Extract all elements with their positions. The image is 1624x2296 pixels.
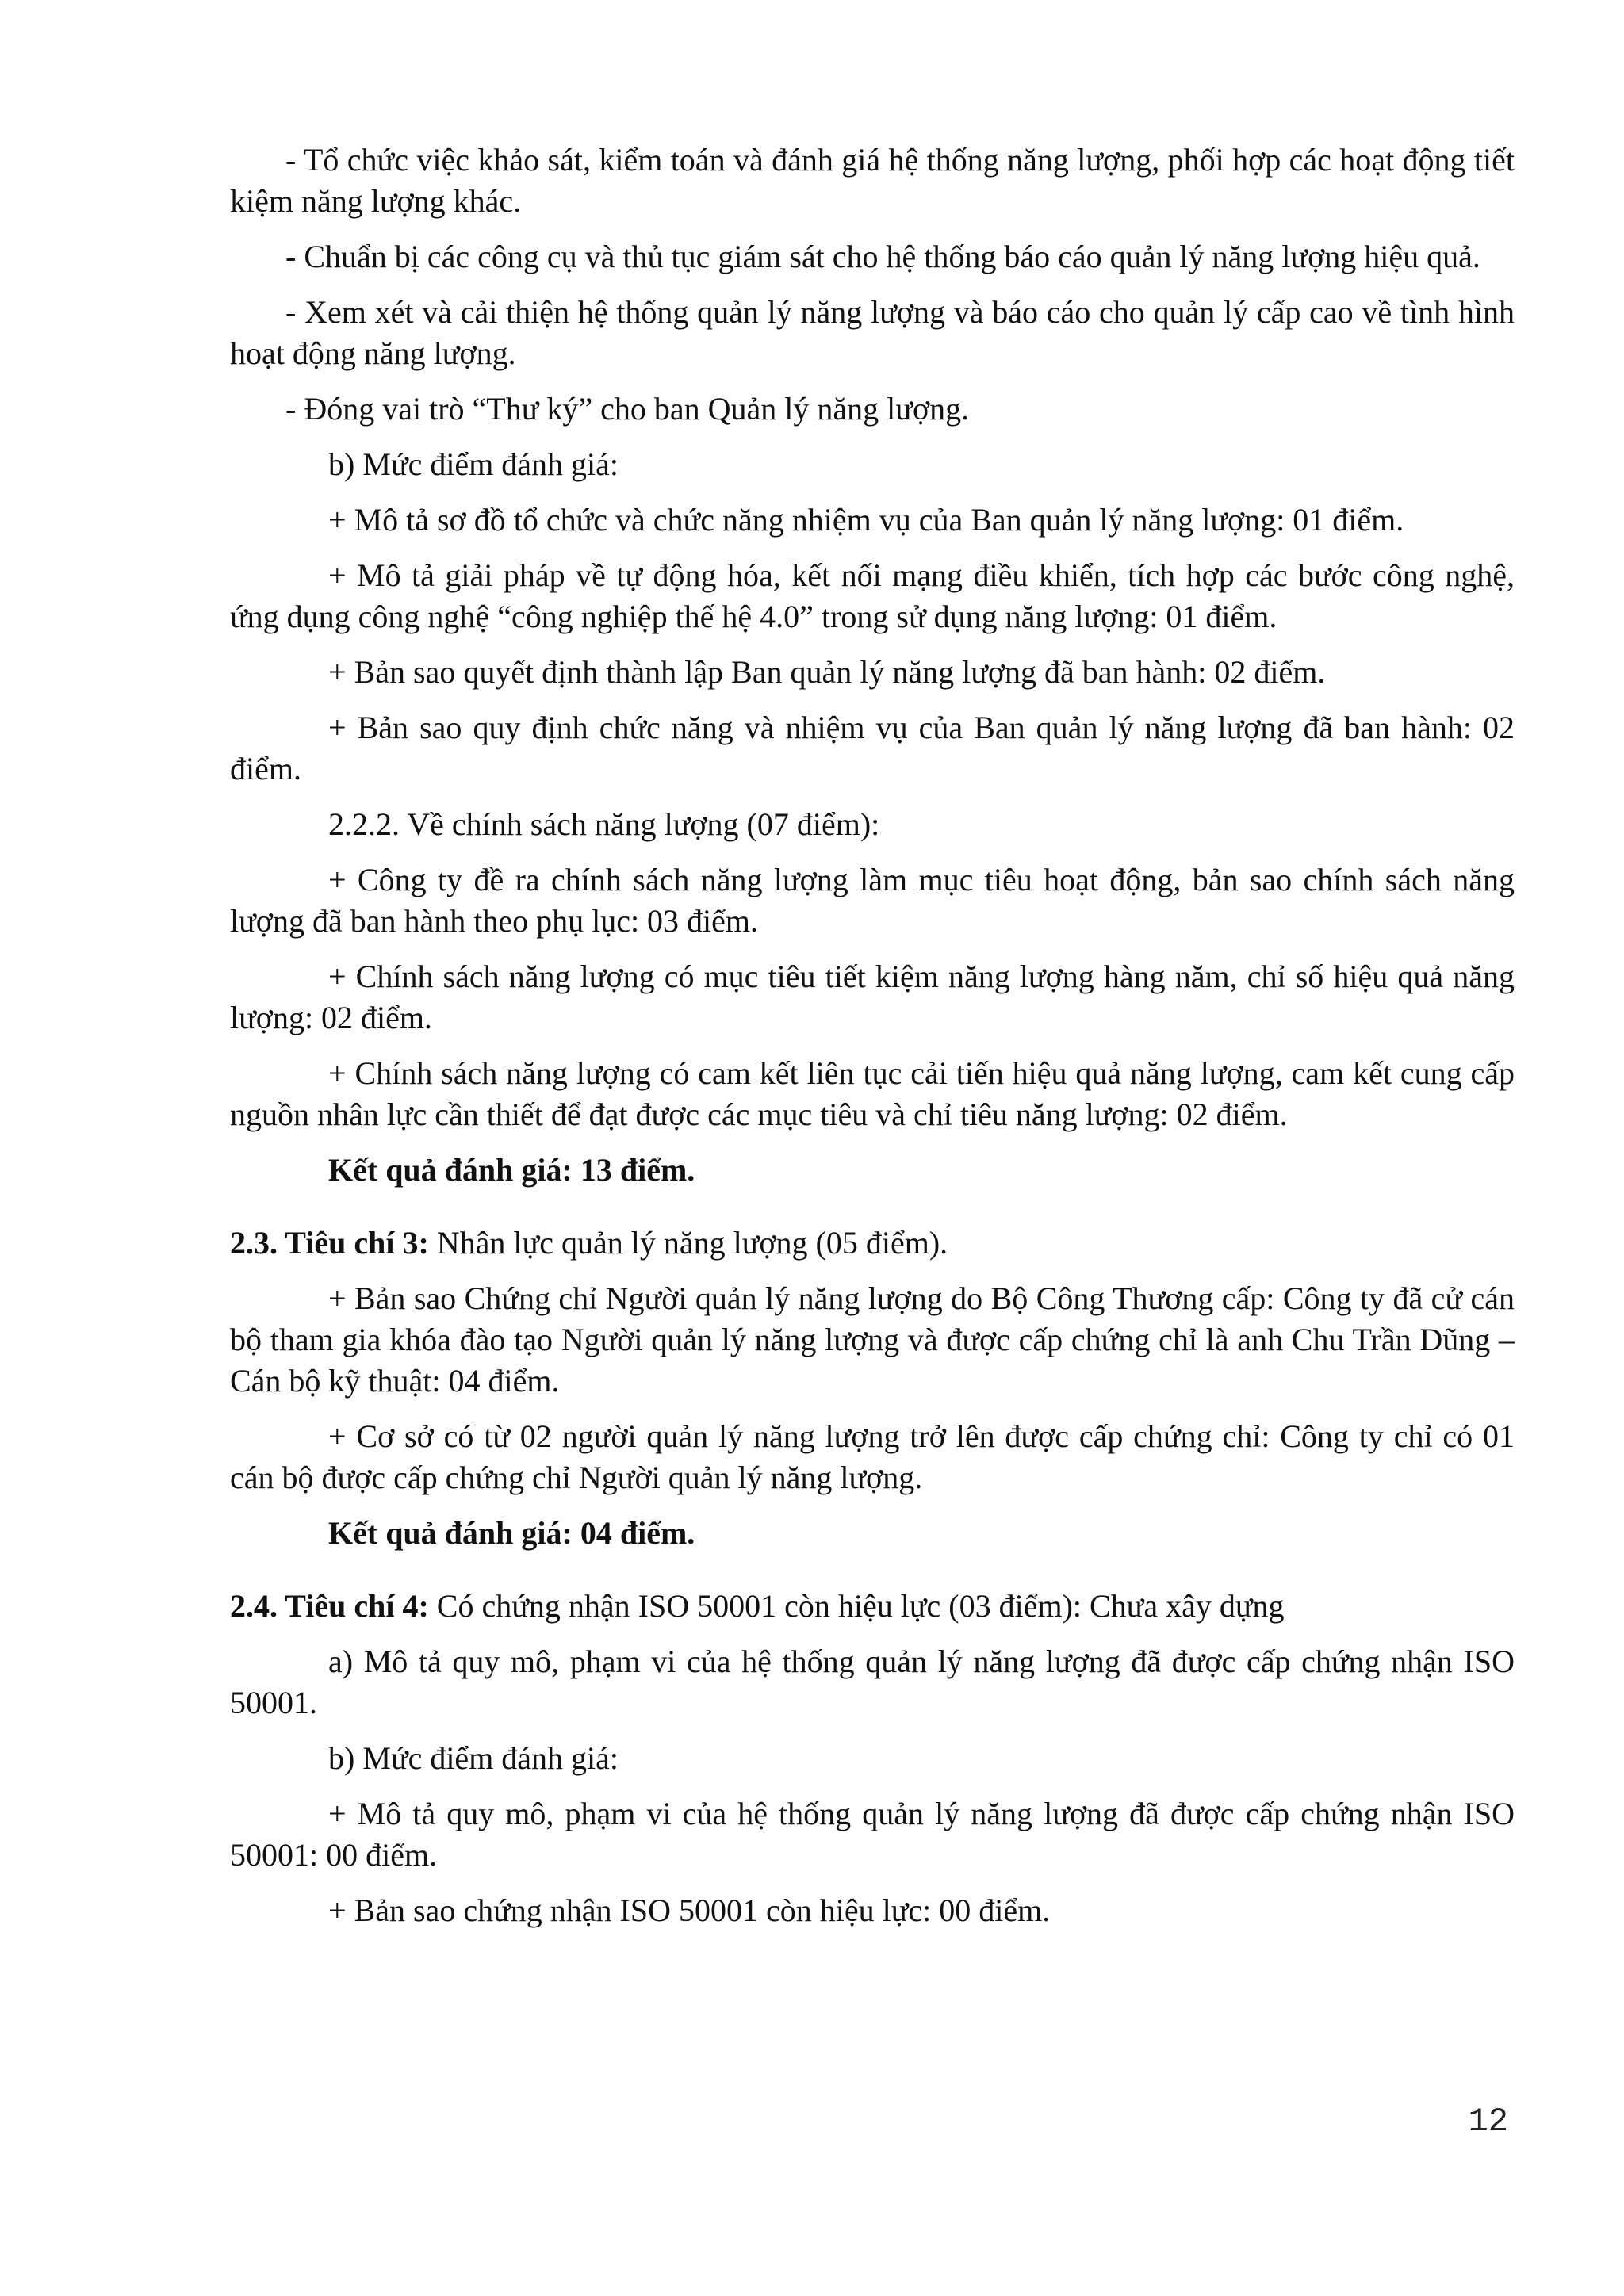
criterion-3-title: Nhân lực quản lý năng lượng (05 điểm).	[428, 1225, 948, 1261]
section-heading-criterion-4	[230, 1586, 1515, 1627]
paragraph-monitoring-tools: - Chuẩn bị các công cụ và thủ tục giám sát cho hệ thống báo cáo quản lý năng lượng hiệu quả.	[285, 239, 1480, 274]
paragraph-score-automation: + Mô tả giải pháp về tự động hóa, kết nối mạng điều khiển, tích hợp các bước công nghệ, ứng dụng công nghệ “công nghiệp thế hệ 4.0” trong sử dụng năng lượng: 01 điểm.	[230, 557, 1515, 634]
criterion-4-label: 2.4. Tiêu chí 4:	[230, 1588, 429, 1624]
paragraph-score-regulation-copy: + Bản sao quy định chức năng và nhiệm vụ của Ban quản lý năng lượng đã ban hành: 02 điểm.	[230, 710, 1515, 786]
paragraph-policy-savings-targets: + Chính sách năng lượng có mục tiêu tiết kiệm năng lượng hàng năm, chỉ số hiệu quả năng lượng: 02 điểm.	[230, 959, 1515, 1035]
paragraph-scoring-heading: b) Mức điểm đánh giá:	[328, 446, 619, 482]
paragraph-scoring-heading-2: b) Mức điểm đánh giá:	[328, 1740, 619, 1776]
result-criterion-2: Kết quả đánh giá: 13 điểm.	[328, 1152, 695, 1188]
paragraph-two-managers: + Cơ sở có từ 02 người quản lý năng lượng trở lên được cấp chứng chỉ: Công ty chỉ có 01 cán bộ được cấp chứng chỉ Người quản lý năng lượng.	[230, 1418, 1515, 1495]
paragraph-manager-certificate: + Bản sao Chứng chỉ Người quản lý năng lượng do Bộ Công Thương cấp: Công ty đã cử cán bộ tham gia khóa đào tạo Người quản lý năng lượng và được cấp chứng chỉ là anh Chu Trần Dũng – Cán bộ kỹ thuật: 04 điểm.	[230, 1280, 1515, 1399]
criterion-3-label: 2.3. Tiêu chí 3:	[230, 1225, 429, 1261]
page-content	[230, 140, 1515, 1946]
page-number: 12	[1468, 2103, 1508, 2141]
paragraph-policy-commitment: + Chính sách năng lượng có cam kết liên tục cải tiến hiệu quả năng lượng, cam kết cung cấp nguồn nhân lực cần thiết để đạt được các mục tiêu và chỉ tiêu năng lượng: 02 điểm.	[230, 1055, 1515, 1132]
section-heading-criterion-3	[230, 1223, 1515, 1264]
paragraph-score-iso-scope: + Mô tả quy mô, phạm vi của hệ thống quản lý năng lượng đã được cấp chứng nhận ISO 50001: 00 điểm.	[230, 1796, 1515, 1873]
section-heading-energy-policy: 2.2.2. Về chính sách năng lượng (07 điểm):	[328, 806, 880, 842]
paragraph-score-iso-copy: + Bản sao chứng nhận ISO 50001 còn hiệu lực: 00 điểm.	[328, 1892, 1051, 1928]
paragraph-review-improve: - Xem xét và cải thiện hệ thống quản lý năng lượng và báo cáo cho quản lý cấp cao về tình hình hoạt động năng lượng.	[230, 294, 1515, 371]
paragraph-secretary-role: - Đóng vai trò “Thư ký” cho ban Quản lý năng lượng.	[285, 391, 970, 427]
paragraph-policy-objectives: + Công ty đề ra chính sách năng lượng làm mục tiêu hoạt động, bản sao chính sách năng lượng đã ban hành theo phụ lục: 03 điểm.	[230, 862, 1515, 939]
paragraph-iso-scope: a) Mô tả quy mô, phạm vi của hệ thống quản lý năng lượng đã được cấp chứng nhận ISO 50001.	[230, 1644, 1515, 1720]
paragraph-score-org-chart: + Mô tả sơ đồ tổ chức và chức năng nhiệm vụ của Ban quản lý năng lượng: 01 điểm.	[328, 502, 1404, 538]
paragraph-score-decision-copy: + Bản sao quyết định thành lập Ban quản lý năng lượng đã ban hành: 02 điểm.	[328, 654, 1326, 690]
paragraph-audit-coordination: - Tổ chức việc khảo sát, kiểm toán và đánh giá hệ thống năng lượng, phối hợp các hoạt động tiết kiệm năng lượng khác.	[230, 142, 1515, 219]
criterion-4-title: Có chứng nhận ISO 50001 còn hiệu lực (03 điểm): Chưa xây dựng	[428, 1588, 1285, 1624]
result-criterion-3: Kết quả đánh giá: 04 điểm.	[328, 1515, 695, 1551]
